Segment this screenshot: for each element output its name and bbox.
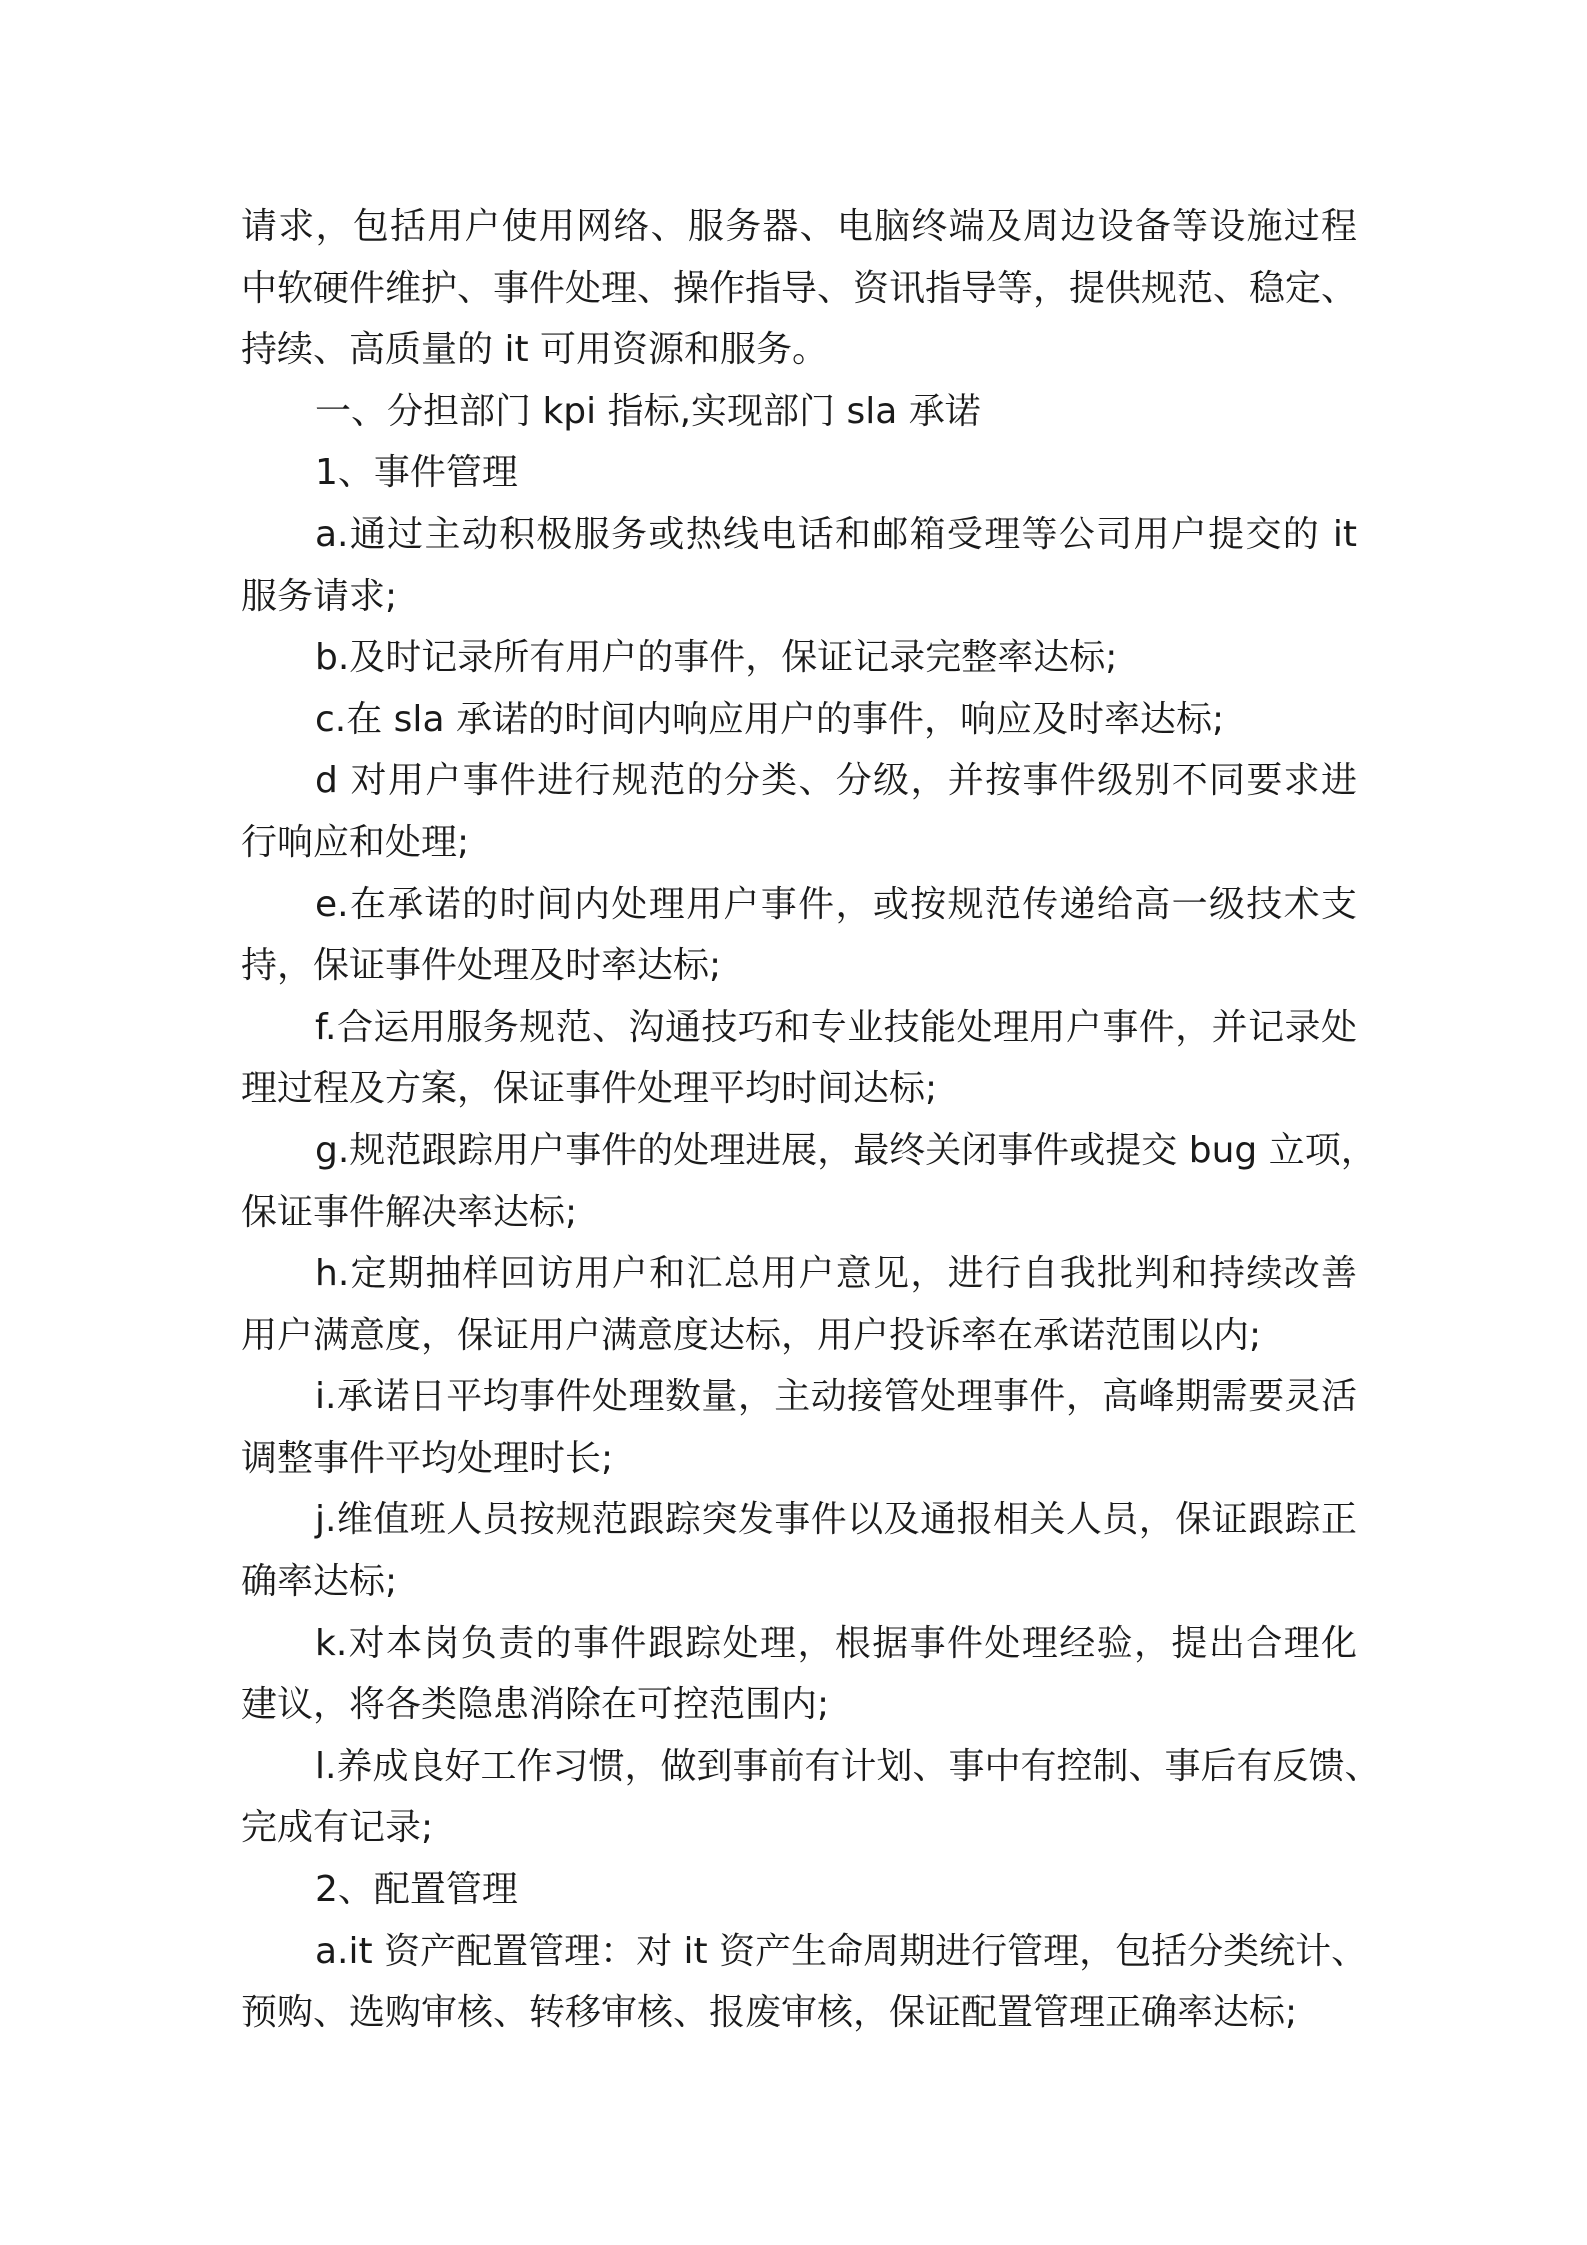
text-line: 中软硬件维护、事件处理、操作指导、资讯指导等，提供规范、稳定、: [241, 267, 1358, 309]
text-line: 调整事件平均处理时长;: [241, 1437, 614, 1479]
paragraph: [241, 1859, 1357, 1921]
text-line: 服务请求;: [241, 575, 398, 617]
paragraph: [241, 381, 1357, 443]
text-line: 一、分担部门 kpi 指标,实现部门 sla 承诺: [315, 390, 981, 432]
text-line: 持续、高质量的 it 可用资源和服务。: [241, 329, 829, 371]
text-line: f.合运用服务规范、沟通技巧和专业技能处理用户事件，并记录处: [315, 1006, 1357, 1048]
text-line: 1、事件管理: [315, 452, 518, 494]
text-line: 建议，将各类隐患消除在可控范围内;: [241, 1684, 830, 1726]
text-line: 完成有记录;: [241, 1807, 434, 1849]
document-page: [241, 196, 1381, 2044]
paragraph: [241, 504, 1357, 627]
text-line: d 对用户事件进行规范的分类、分级，并按事件级别不同要求进: [315, 760, 1357, 802]
paragraph: [241, 1120, 1377, 1243]
paragraph: [241, 1243, 1357, 1366]
text-line: a.通过主动积极服务或热线电话和邮箱受理等公司用户提交的 it: [315, 513, 1357, 555]
text-line: k.对本岗负责的事件跟踪处理，根据事件处理经验，提出合理化: [315, 1622, 1357, 1664]
paragraph: [241, 1613, 1357, 1736]
text-line: 请求，包括用户使用网络、服务器、电脑终端及周边设备等设施过程: [241, 206, 1357, 247]
paragraph: [241, 442, 1357, 504]
paragraph: [241, 1736, 1381, 1859]
paragraph: [241, 997, 1357, 1120]
text-line: 持，保证事件处理及时率达标;: [241, 945, 722, 987]
text-line: e.在承诺的时间内处理用户事件，或按规范传递给高一级技术支: [315, 883, 1357, 925]
paragraph: [241, 750, 1357, 873]
paragraph: [241, 874, 1357, 997]
paragraph: [241, 1921, 1368, 2044]
text-line: g.规范跟踪用户事件的处理进展，最终关闭事件或提交 bug 立项，: [315, 1129, 1377, 1171]
text-line: b.及时记录所有用户的事件，保证记录完整率达标;: [315, 637, 1118, 679]
text-line: a.it 资产配置管理：对 it 资产生命周期进行管理，包括分类统计、: [315, 1930, 1368, 1972]
text-line: 确率达标;: [241, 1561, 398, 1603]
paragraph: [241, 689, 1357, 751]
text-line: 用户满意度，保证用户满意度达标，用户投诉率在承诺范围以内;: [241, 1314, 1262, 1356]
text-line: l.养成良好工作习惯，做到事前有计划、事中有控制、事后有反馈、: [315, 1745, 1381, 1787]
paragraph: [241, 1366, 1357, 1489]
text-line: 2、配置管理: [315, 1869, 518, 1911]
paragraph: [241, 196, 1357, 381]
text-line: j.维值班人员按规范跟踪突发事件以及通报相关人员，保证跟踪正: [315, 1499, 1357, 1541]
paragraph: [241, 627, 1357, 689]
text-line: 行响应和处理;: [241, 821, 470, 863]
text-line: 理过程及方案，保证事件处理平均时间达标;: [241, 1068, 938, 1110]
paragraph: [241, 1489, 1357, 1612]
text-line: c.在 sla 承诺的时间内响应用户的事件，响应及时率达标;: [315, 698, 1225, 740]
text-line: i.承诺日平均事件处理数量，主动接管处理事件，高峰期需要灵活: [315, 1376, 1357, 1418]
text-line: h.定期抽样回访用户和汇总用户意见，进行自我批判和持续改善: [315, 1253, 1357, 1295]
text-line: 保证事件解决率达标;: [241, 1191, 578, 1233]
text-line: 预购、选购审核、转移审核、报废审核，保证配置管理正确率达标;: [241, 1992, 1298, 2034]
